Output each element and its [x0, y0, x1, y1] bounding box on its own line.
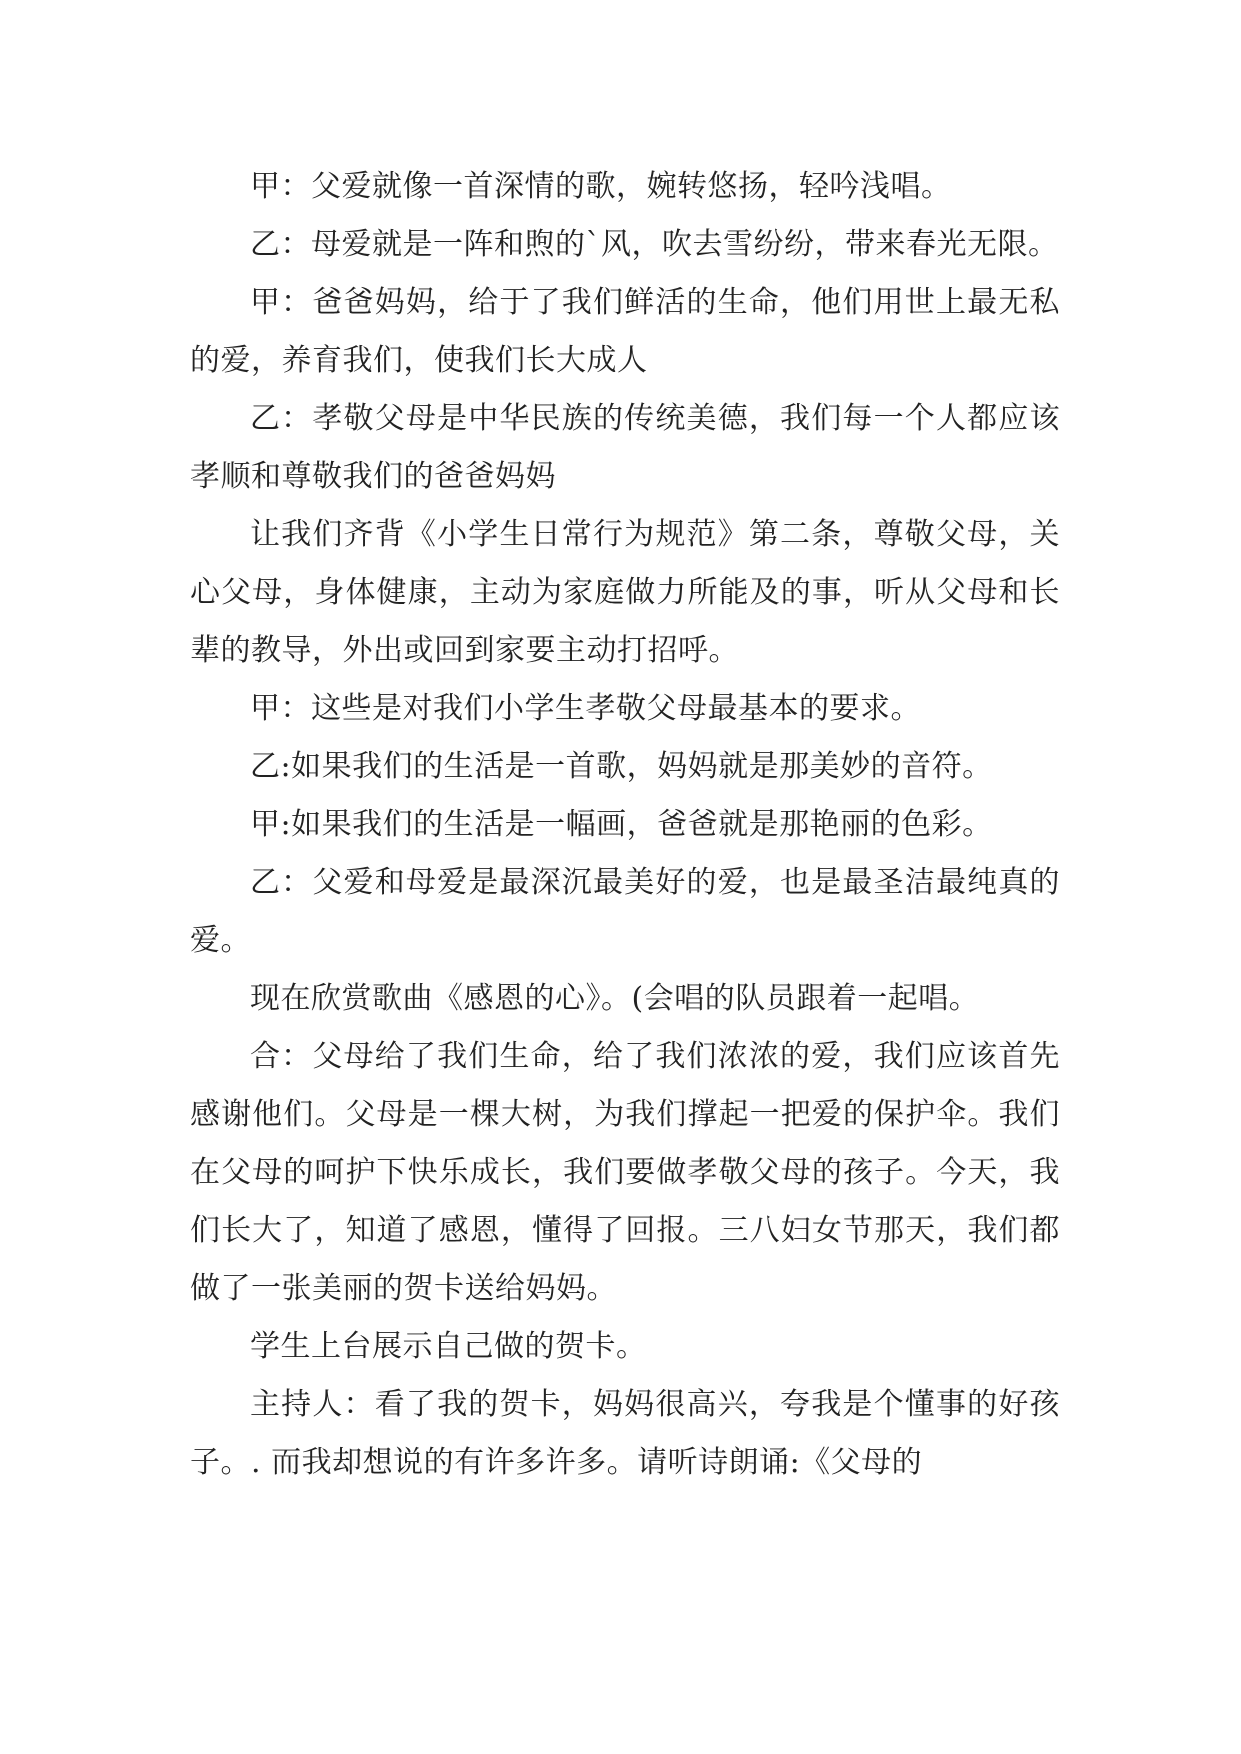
paragraph-8: 甲:如果我们的生活是一幅画，爸爸就是那艳丽的色彩。	[250, 807, 993, 842]
paragraph-2: 乙：母爱就是一阵和煦的`风，吹去雪纷纷，带来春光无限。	[250, 227, 1059, 262]
paragraph-12: 学生上台展示自己做的贺卡。	[250, 1329, 647, 1364]
paragraph-4: 乙：孝敬父母是中华民族的传统美德，我们每一个人都应该孝顺和尊敬我们的爸爸妈妈	[190, 401, 1060, 494]
paragraph-10: 现在欣赏歌曲《感恩的心》。(会唱的队员跟着一起唱。	[250, 981, 980, 1016]
paragraph-11: 合：父母给了我们生命，给了我们浓浓的爱，我们应该首先感谢他们。父母是一棵大树，为我们撑起一把爱的保护伞。我们在父母的呵护下快乐成长，我们要做孝敬父母的孩子。今天，我们长大了，知道了感恩，懂得了回报。三八妇女节那天，我们都做了一张美丽的贺卡送给妈妈。	[190, 1039, 1060, 1306]
paragraph-5: 让我们齐背《小学生日常行为规范》第二条，尊敬父母，关心父母，身体健康，主动为家庭做力所能及的事，听从父母和长辈的教导，外出或回到家要主动打招呼。	[190, 517, 1060, 668]
paragraph-6: 甲：这些是对我们小学生孝敬父母最基本的要求。	[250, 691, 921, 726]
paragraph-1: 甲：父爱就像一首深情的歌，婉转悠扬，轻吟浅唱。	[250, 169, 952, 204]
paragraph-3: 甲：爸爸妈妈，给于了我们鲜活的生命，他们用世上最无私的爱，养育我们，使我们长大成人	[190, 285, 1060, 378]
paragraph-7: 乙:如果我们的生活是一首歌，妈妈就是那美妙的音符。	[250, 749, 993, 784]
paragraph-9: 乙：父爱和母爱是最深沉最美好的爱，也是最圣洁最纯真的爱。	[190, 865, 1060, 958]
document-body	[190, 158, 1060, 1492]
paragraph-13: 主持人：看了我的贺卡，妈妈很高兴，夸我是个懂事的好孩子。. 而我却想说的有许多许多。请听诗朗诵:《父母的	[190, 1387, 1060, 1480]
